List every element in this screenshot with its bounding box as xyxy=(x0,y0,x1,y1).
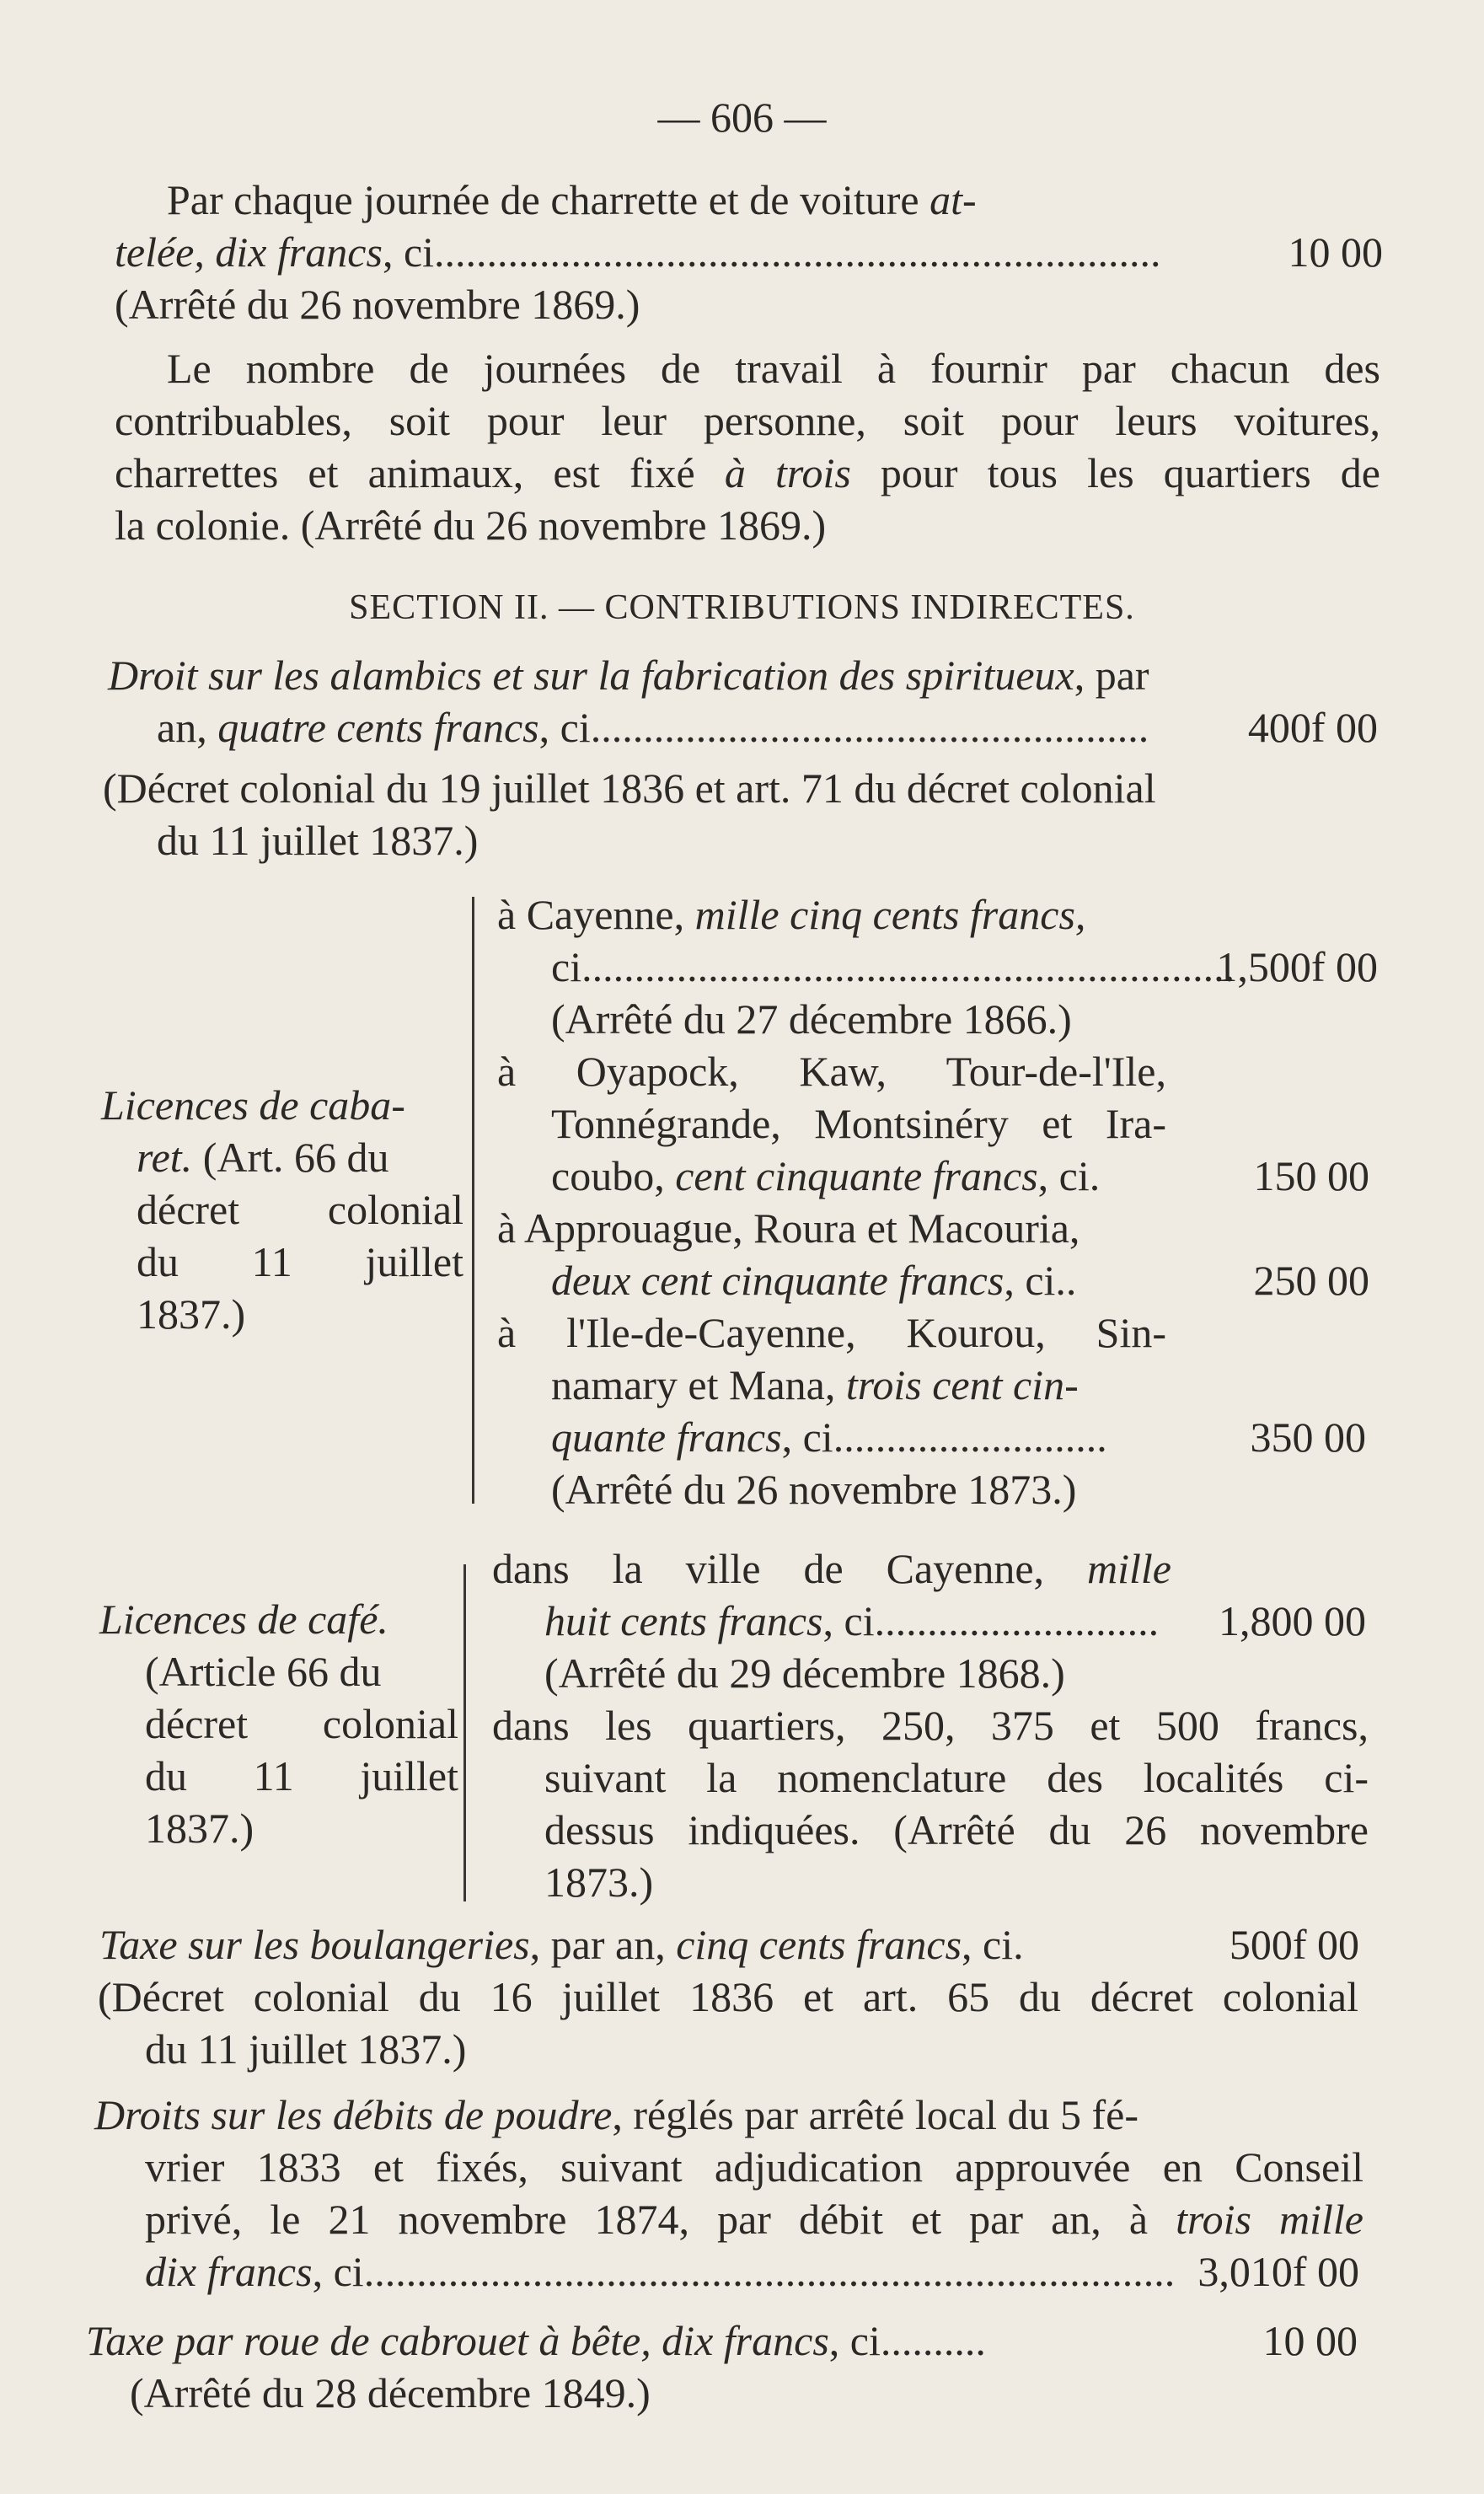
cabaret-brace xyxy=(472,897,474,1504)
alambics-line-1: Droit sur les alambics et sur la fabrication des spiritueux, par xyxy=(108,652,1149,699)
cafe-quartiers-line-2: suivant la nomenclature des localités ci- xyxy=(544,1754,1369,1801)
cabaret-approuague-line-2: deux cent cinquante francs, ci.. xyxy=(551,1257,1077,1304)
leader-dots: .......................... xyxy=(833,1413,1107,1461)
cabaret-ile-line-2: namary et Mana, trois cent cin- xyxy=(551,1361,1079,1408)
cabaret-cayenne-line-2: ci.............................................................. xyxy=(551,941,1155,993)
cafe-label-line-5: 1837.) xyxy=(145,1805,254,1852)
cabaret-oyapock-line-2: Tonnégrande, Montsinéry et Ira- xyxy=(551,1100,1166,1147)
cabaret-label-line-3: décret colonial xyxy=(137,1186,463,1233)
alambics-amount: 400f 00 xyxy=(1247,704,1378,751)
leader-dots: .............................................................. xyxy=(581,943,1235,990)
leader-dots: ............................................................................. xyxy=(363,2248,1176,2295)
page-number: — 606 — xyxy=(657,94,827,141)
cabaret-ile-amount: 350 00 xyxy=(1250,1413,1366,1461)
cabrouet-reference: (Arrêté du 28 décembre 1849.) xyxy=(130,2369,651,2416)
cabaret-label-line-2: ret. (Art. 66 du xyxy=(137,1134,389,1181)
cafe-quartiers-line-4: 1873.) xyxy=(544,1858,654,1906)
leader-dots: ..................................................................... xyxy=(434,228,1161,276)
poudre-amount: 3,010f 00 xyxy=(1197,2248,1359,2295)
poudre-line-3: privé, le 21 novembre 1874, par débit et par an, à trois mille xyxy=(145,2196,1363,2243)
cafe-ville-line-2: huit cents francs, ci........................... xyxy=(544,1595,1085,1647)
cabaret-oyapock-amount: 150 00 xyxy=(1253,1152,1369,1199)
cafe-brace xyxy=(463,1564,466,1901)
cabaret-ile-line-3: quante francs, ci.......................... xyxy=(551,1411,1036,1463)
leader-dots: ..................................................... xyxy=(590,704,1149,751)
cabrouet-amount: 10 00 xyxy=(1262,2317,1358,2364)
cafe-ville-line-1: dans la ville de Cayenne, mille xyxy=(492,1545,1171,1592)
voiture-reference: (Arrêté du 26 novembre 1869.) xyxy=(115,281,640,328)
cafe-label-line-4: du 11 juillet xyxy=(145,1752,458,1799)
cabrouet-line-1: Taxe par roue de cabrouet à bête, dix francs, ci.......... xyxy=(86,2314,982,2367)
boulangeries-amount: 500f 00 xyxy=(1229,1921,1359,1968)
journees-line-1: Le nombre de journées de travail à fournir par chacun des xyxy=(167,345,1380,392)
poudre-line-4: dix francs, ci............................................................................. xyxy=(145,2245,1072,2298)
journees-line-3: charrettes et animaux, est fixé à trois pour tous les quartiers de xyxy=(115,449,1380,496)
leader-dots: ........................... xyxy=(874,1597,1160,1644)
cabaret-label-line-5: 1837.) xyxy=(137,1290,246,1338)
cabaret-cayenne-reference: (Arrêté du 27 décembre 1866.) xyxy=(551,995,1072,1043)
cafe-quartiers-line-1: dans les quartiers, 250, 375 et 500 francs, xyxy=(492,1702,1369,1749)
cabaret-oyapock-line-1: à Oyapock, Kaw, Tour-de-l'Ile, xyxy=(497,1048,1166,1095)
voiture-line-2: telée, dix francs, ci..................................................................... xyxy=(115,226,1074,278)
voiture-amount: 10 00 xyxy=(1288,228,1383,276)
cabaret-cayenne-line-1: à Cayenne, mille cinq cents francs, xyxy=(497,891,1086,938)
alambics-reference-1: (Décret colonial du 19 juillet 1836 et art. 71 du décret colonial xyxy=(103,764,1156,812)
boulangeries-line-1: Taxe sur les boulangeries, par an, cinq cents francs, ci. xyxy=(99,1921,1024,1968)
section-title: SECTION II. — CONTRIBUTIONS INDIRECTES. xyxy=(349,588,1135,627)
leader-dots: .......... xyxy=(880,2317,986,2364)
cabaret-label-line-1: Licences de caba- xyxy=(101,1081,405,1129)
cabaret-approuague-line-1: à Approuague, Roura et Macouria, xyxy=(497,1204,1080,1252)
cafe-quartiers-line-3: dessus indiquées. (Arrêté du 26 novembre xyxy=(544,1806,1369,1853)
cafe-ville-reference: (Arrêté du 29 décembre 1868.) xyxy=(544,1649,1065,1697)
cabaret-oyapock-line-3: coubo, cent cinquante francs, ci. xyxy=(551,1152,1101,1199)
journees-line-4: la colonie. (Arrêté du 26 novembre 1869.) xyxy=(115,501,827,549)
alambics-reference-2: du 11 juillet 1837.) xyxy=(157,817,479,864)
poudre-line-2: vrier 1833 et fixés, suivant adjudication approuvée en Conseil xyxy=(145,2143,1363,2191)
cafe-label-line-3: décret colonial xyxy=(145,1700,458,1747)
cabaret-cayenne-amount: 1,500f 00 xyxy=(1216,943,1378,990)
cafe-ville-amount: 1,800 00 xyxy=(1219,1597,1366,1644)
boulangeries-reference-1: (Décret colonial du 16 juillet 1836 et art. 65 du décret colonial xyxy=(98,1973,1358,2020)
cafe-label-line-2: (Article 66 du xyxy=(145,1648,382,1695)
cabaret-approuague-amount: 250 00 xyxy=(1253,1257,1369,1304)
voiture-line-1: Par chaque journée de charrette et de voiture at- xyxy=(167,176,977,223)
cabaret-ile-reference: (Arrêté du 26 novembre 1873.) xyxy=(551,1466,1077,1513)
alambics-line-2: an, quatre cents francs, ci..................................................... xyxy=(157,701,1037,754)
cabaret-ile-line-1: à l'Ile-de-Cayenne, Kourou, Sin- xyxy=(497,1309,1166,1356)
boulangeries-reference-2: du 11 juillet 1837.) xyxy=(145,2025,467,2073)
cafe-label-line-1: Licences de café. xyxy=(99,1596,388,1643)
cabaret-label-line-4: du 11 juillet xyxy=(137,1238,463,1285)
poudre-line-1: Droits sur les débits de poudre, réglés par arrêté local du 5 fé- xyxy=(94,2091,1139,2138)
journees-line-2: contribuables, soit pour leur personne, soit pour leurs voitures, xyxy=(115,397,1380,444)
